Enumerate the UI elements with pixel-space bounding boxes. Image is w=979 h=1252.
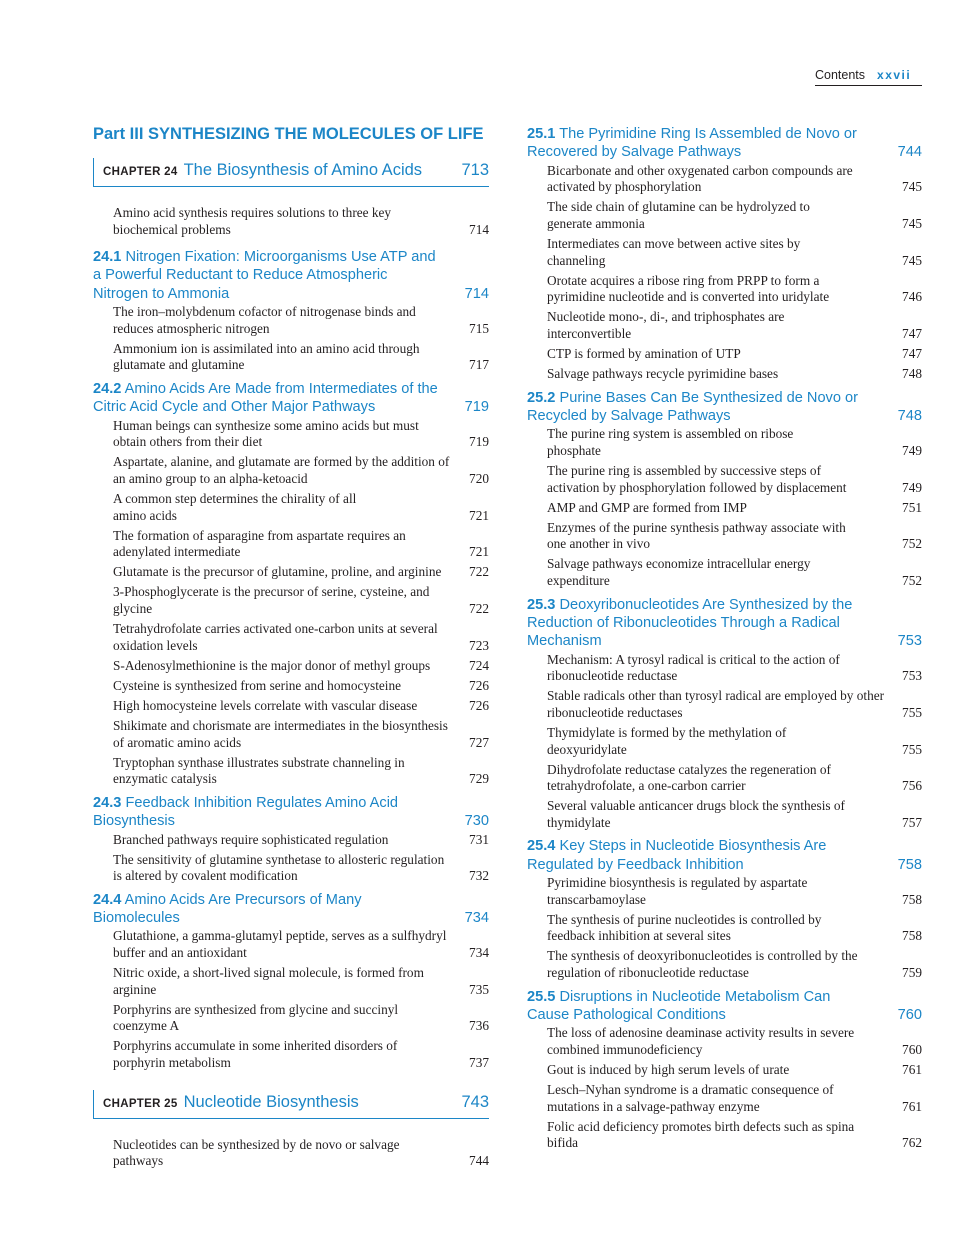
toc-entry[interactable]: Thymidylate is formed by the methylation of deoxyuridylate 755 [547, 724, 922, 757]
toc-entry[interactable]: Human beings can synthesize some amino acids but must obtain others from their diet 719 [113, 417, 489, 450]
section-25-3-heading[interactable]: 25.3 Deoxyribonucleotides Are Synthesized by the Reduction of Ribonucleotides Through a Radical Mechanism 753 [527, 596, 922, 650]
toc-entry[interactable]: Nucleotides can be synthesized by de novo or salvage pathways 744 [113, 1136, 489, 1169]
chapter-label: CHAPTER 25 [103, 1097, 178, 1110]
header-label: Contents [815, 68, 866, 82]
chapter-page: 713 [461, 161, 489, 179]
toc-entry[interactable]: Amino acid synthesis requires solutions to three key biochemical problems 714 [113, 205, 489, 237]
toc-entry[interactable]: Pyrimidine biosynthesis is regulated by aspartate transcarbamoylase 758 [547, 875, 922, 907]
toc-entry[interactable]: The purine ring system is assembled on ribose phosphate 749 [547, 426, 922, 458]
section-25-5-heading[interactable]: 25.5 Disruptions in Nucleotide Metabolism Can Cause Pathological Conditions 760 [527, 988, 922, 1023]
section-24-2-heading[interactable]: 24.2 Amino Acids Are Made from Intermediates of the Citric Acid Cycle and Other Major Pathways 719 [93, 380, 489, 416]
toc-entry[interactable]: AMP and GMP are formed from IMP 751 [547, 499, 922, 515]
toc-entry[interactable]: The iron–molybdenum cofactor of nitrogenase binds and reduces atmospheric nitrogen 715 [113, 304, 489, 336]
toc-entry[interactable]: High homocysteine levels correlate with vascular disease 726 [113, 697, 489, 713]
running-header [815, 68, 922, 86]
part-heading [93, 125, 489, 144]
toc-entry[interactable]: The sensitivity of glutamine synthetase to allosteric regulation is altered by covalent modification 732 [113, 851, 489, 884]
section-number: 24.1 [93, 249, 122, 266]
toc-entry[interactable]: Salvage pathways recycle pyrimidine bases 748 [547, 366, 922, 382]
toc-entry[interactable]: Mechanism: A tyrosyl radical is critical to the action of ribonucleotide reductase 753 [547, 651, 922, 684]
toc-entry[interactable]: The purine ring is assembled by successive steps of activation by phosphorylation followed by displacement 749 [547, 463, 922, 495]
toc-entry[interactable]: Dihydrofolate reductase catalyzes the regeneration of tetrahydrofolate, a one-carbon carrier 756 [547, 761, 922, 794]
toc-entry[interactable]: Ammonium ion is assimilated into an amino acid through glutamate and glutamine 717 [113, 340, 489, 373]
toc-entry[interactable]: The synthesis of purine nucleotides is controlled by feedback inhibition at several sites 758 [547, 911, 922, 944]
left-column [93, 125, 489, 1173]
section-25-2-heading[interactable]: 25.2 Purine Bases Can Be Synthesized de Novo or Recycled by Salvage Pathways 748 [527, 389, 922, 425]
toc-entry[interactable]: Salvage pathways economize intracellular energy expenditure 752 [547, 556, 922, 589]
chapter-24-heading[interactable] [93, 158, 489, 187]
section-title: Nitrogen Fixation: Microorganisms Use ATP and a Powerful Reductant to Reduce Atmospheric Nitrogen to Ammonia [93, 249, 436, 302]
toc-entry[interactable]: Intermediates can move between active sites by channeling 745 [547, 235, 922, 268]
section-25-1-heading[interactable]: 25.1 The Pyrimidine Ring Is Assembled de Novo or Recovered by Salvage Pathways 744 [527, 126, 922, 161]
toc-entry[interactable]: The loss of adenosine deaminase activity results in severe combined immunodeficiency 760 [547, 1025, 922, 1057]
chapter-title: The Biosynthesis of Amino Acids [183, 161, 423, 179]
toc-entry[interactable]: Nitric oxide, a short-lived signal molecule, is formed from arginine 735 [113, 965, 489, 997]
section-24-4-heading[interactable]: 24.4 Amino Acids Are Precursors of Many Biomolecules 734 [93, 891, 489, 927]
toc-entry[interactable]: Stable radicals other than tyrosyl radical are employed by other ribonucleotide reductases 755 [547, 688, 922, 720]
toc-entry[interactable]: CTP is formed by amination of UTP 747 [547, 346, 922, 362]
toc-entry[interactable]: Lesch–Nyhan syndrome is a dramatic consequence of mutations in a salvage-pathway enzyme 761 [547, 1082, 922, 1114]
chapter-25-heading[interactable] [93, 1090, 489, 1119]
toc-entry[interactable]: The synthesis of deoxyribonucleotides is controlled by the regulation of ribonucleotide reductase 759 [547, 948, 922, 981]
part-label: Part III [93, 125, 144, 143]
section-24-1-heading[interactable] [93, 248, 489, 303]
header-page-number: xxvii [877, 68, 912, 82]
toc-entry[interactable]: Glutathione, a gamma-glutamyl peptide, serves as a sulfhydryl buffer and an antioxidant 734 [113, 928, 489, 960]
toc-entry[interactable]: Cysteine is synthesized from serine and homocysteine 726 [113, 677, 489, 693]
toc-entry[interactable]: Orotate acquires a ribose ring from PRPP to form a pyrimidine nucleotide and is converted into uridylate 746 [547, 272, 922, 305]
toc-entry[interactable]: Folic acid deficiency promotes birth defects such as spina bifida 762 [547, 1118, 922, 1151]
toc-entry[interactable]: A common step determines the chirality of all amino acids 721 [113, 490, 489, 523]
toc-entry[interactable]: Glutamate is the precursor of glutamine, proline, and arginine 722 [113, 564, 489, 580]
toc-entry[interactable]: The side chain of glutamine can be hydrolyzed to generate ammonia 745 [547, 199, 922, 231]
toc-entry[interactable]: Porphyrins are synthesized from glycine and succinyl coenzyme A 736 [113, 1001, 489, 1034]
chapter-page: 743 [461, 1092, 489, 1111]
section-page: 714 [464, 285, 489, 302]
toc-entry[interactable]: Tetrahydrofolate carries activated one-carbon units at several oxidation levels 723 [113, 621, 489, 653]
toc-entry[interactable]: Nucleotide mono-, di-, and triphosphates are interconvertible 747 [547, 309, 922, 341]
right-column [527, 125, 922, 1155]
toc-entry[interactable]: Aspartate, alanine, and glutamate are formed by the addition of an amino group to an alpha-ketoacid 720 [113, 454, 489, 486]
toc-entry[interactable]: The formation of asparagine from aspartate requires an adenylated intermediate 721 [113, 527, 489, 560]
section-25-4-heading[interactable]: 25.4 Key Steps in Nucleotide Biosynthesis Are Regulated by Feedback Inhibition 758 [527, 838, 922, 873]
part-title: SYNTHESIZING THE MOLECULES OF LIFE [148, 125, 484, 143]
section-24-3-heading[interactable]: 24.3 Feedback Inhibition Regulates Amino Acid Biosynthesis 730 [93, 794, 489, 830]
toc-entry[interactable]: Branched pathways require sophisticated regulation 731 [113, 831, 489, 847]
toc-entry[interactable]: Enzymes of the purine synthesis pathway associate with one another in vivo 752 [547, 519, 922, 552]
toc-entry[interactable]: Gout is induced by high serum levels of urate 761 [547, 1061, 922, 1077]
toc-entry[interactable]: Shikimate and chorismate are intermediates in the biosynthesis of aromatic amino acids 727 [113, 718, 489, 750]
chapter-title: Nucleotide Biosynthesis [183, 1092, 359, 1111]
toc-entry[interactable]: S-Adenosylmethionine is the major donor of methyl groups 724 [113, 657, 489, 673]
toc-entry[interactable]: Several valuable anticancer drugs block the synthesis of thymidylate 757 [547, 798, 922, 830]
toc-entry[interactable]: Porphyrins accumulate in some inherited disorders of porphyrin metabolism 737 [113, 1038, 489, 1071]
toc-entry[interactable]: Tryptophan synthase illustrates substrate channeling in enzymatic catalysis 729 [113, 754, 489, 787]
toc-entry[interactable]: Bicarbonate and other oxygenated carbon compounds are activated by phosphorylation 745 [547, 162, 922, 195]
toc-entry[interactable]: 3-Phosphoglycerate is the precursor of serine, cysteine, and glycine 722 [113, 584, 489, 616]
chapter-label: CHAPTER 24 [103, 166, 178, 178]
